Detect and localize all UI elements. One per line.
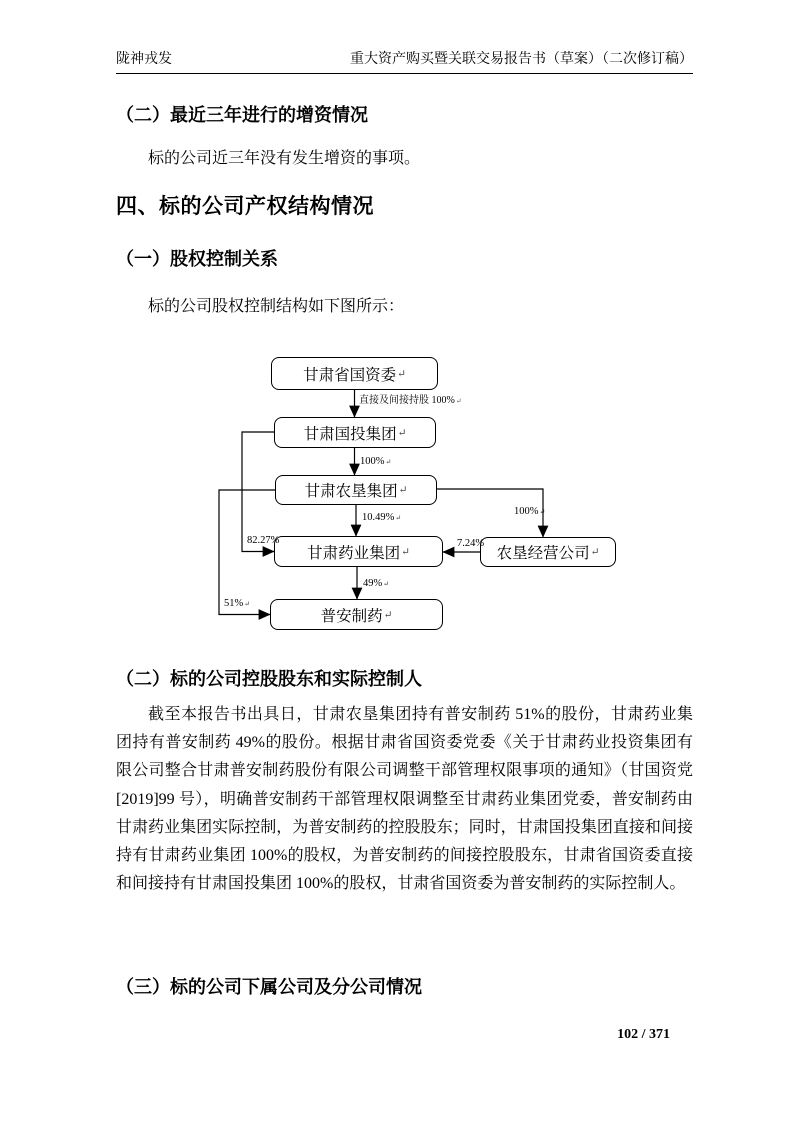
equity-structure-diagram [96,340,716,652]
header-company-short-name: 陇神戎发 [116,52,172,67]
diagram-box-gansu-sasac [271,357,438,390]
edge-label-100-guotou-nongken: 100%↵ [360,456,392,467]
edge-label-82-27: 82.27% [247,535,280,546]
diagram-box-label: 普安制药 [320,607,383,625]
return-mark: ↵ [455,398,462,405]
heading-subsidiaries: （三）标的公司下属公司及分公司情况 [116,977,422,997]
edge-label-100-nongken-jingying: 100%↵ [514,506,546,517]
page-header [116,51,693,74]
heading-controlling-shareholder: （二）标的公司控股股东和实际控制人 [116,669,422,689]
return-mark: ↵ [539,508,546,516]
heading-capital-increase: （二）最近三年进行的增资情况 [116,105,368,125]
diagram-box-gansu-guotou-group [274,417,436,448]
diagram-box-puan-pharma [270,599,443,630]
return-mark: ↵ [385,458,392,466]
heading-equity-control: （一）股权控制关系 [116,249,278,269]
diagram-box-label: 甘肃农垦集团 [304,483,398,500]
diagram-box-label: 甘肃省国资委 [303,366,397,384]
return-mark: ↵ [590,547,600,558]
return-mark: ↵ [383,580,390,588]
diagram-box-nongken-jingying-company [480,537,616,567]
edge-label-7-24: 7.24% [457,538,485,549]
edge-label-direct-indirect-100: 直接及间接持股 100%↵ [359,395,462,406]
heading-ownership-structure: 四、标的公司产权结构情况 [116,195,374,218]
diagram-box-gansu-yaoye-group [274,536,443,567]
para-capital-increase: 标的公司近三年没有发生增资的事项。 [148,150,421,167]
edge-nongken-to-puan-line [219,490,275,615]
return-mark: ↵ [397,427,407,439]
return-mark: ↵ [244,600,251,608]
return-mark: ↵ [397,368,406,380]
diagram-box-label: 甘肃药业集团 [307,544,401,562]
return-mark: ↵ [401,546,410,558]
diagram-box-label: 农垦经营公司 [496,545,590,562]
page-number: 102 / 371 [617,1027,670,1042]
para-controlling-shareholder: 截至本报告书出具日，甘肃农垦集团持有普安制药 51%的股份，甘肃药业集团持有普安制药 49%的股份。根据甘肃省国资委党委《关于甘肃药业投资集团有限公司整合甘肃普安制药股份有限公司调整干部管理权限事项的通知》（甘国资党[2019]99 号），明确普安制药干部管理权限调整至甘肃药业集团党委，普安制药由甘肃药业集团实际控制，为普安制药的控股股东；同时，甘肃国投集团直接和间接持有甘肃药业集团 100%的股权，为普安制药的间接控股股东，甘肃省国资委直接和间接持有甘肃国投集团 100%的股权，甘肃省国资委为普安制药的实际控制人。 [116,706,693,893]
edge-guotou-to-yaoye-line [242,432,274,552]
diagram-box-label: 甘肃国投集团 [303,425,397,443]
return-mark: ↵ [395,514,402,522]
header-report-title: 重大资产购买暨关联交易报告书（草案）（二次修订稿） [350,52,693,67]
edge-label-10-49: 10.49%↵ [362,512,402,523]
return-mark: ↵ [383,609,393,621]
edge-label-49: 49%↵ [363,578,390,589]
edge-label-51: 51%↵ [224,598,251,609]
diagram-box-gansu-nongken-group [275,475,437,505]
para-diagram-intro: 标的公司股权控制结构如下图所示： [148,298,405,315]
return-mark: ↵ [398,485,408,496]
